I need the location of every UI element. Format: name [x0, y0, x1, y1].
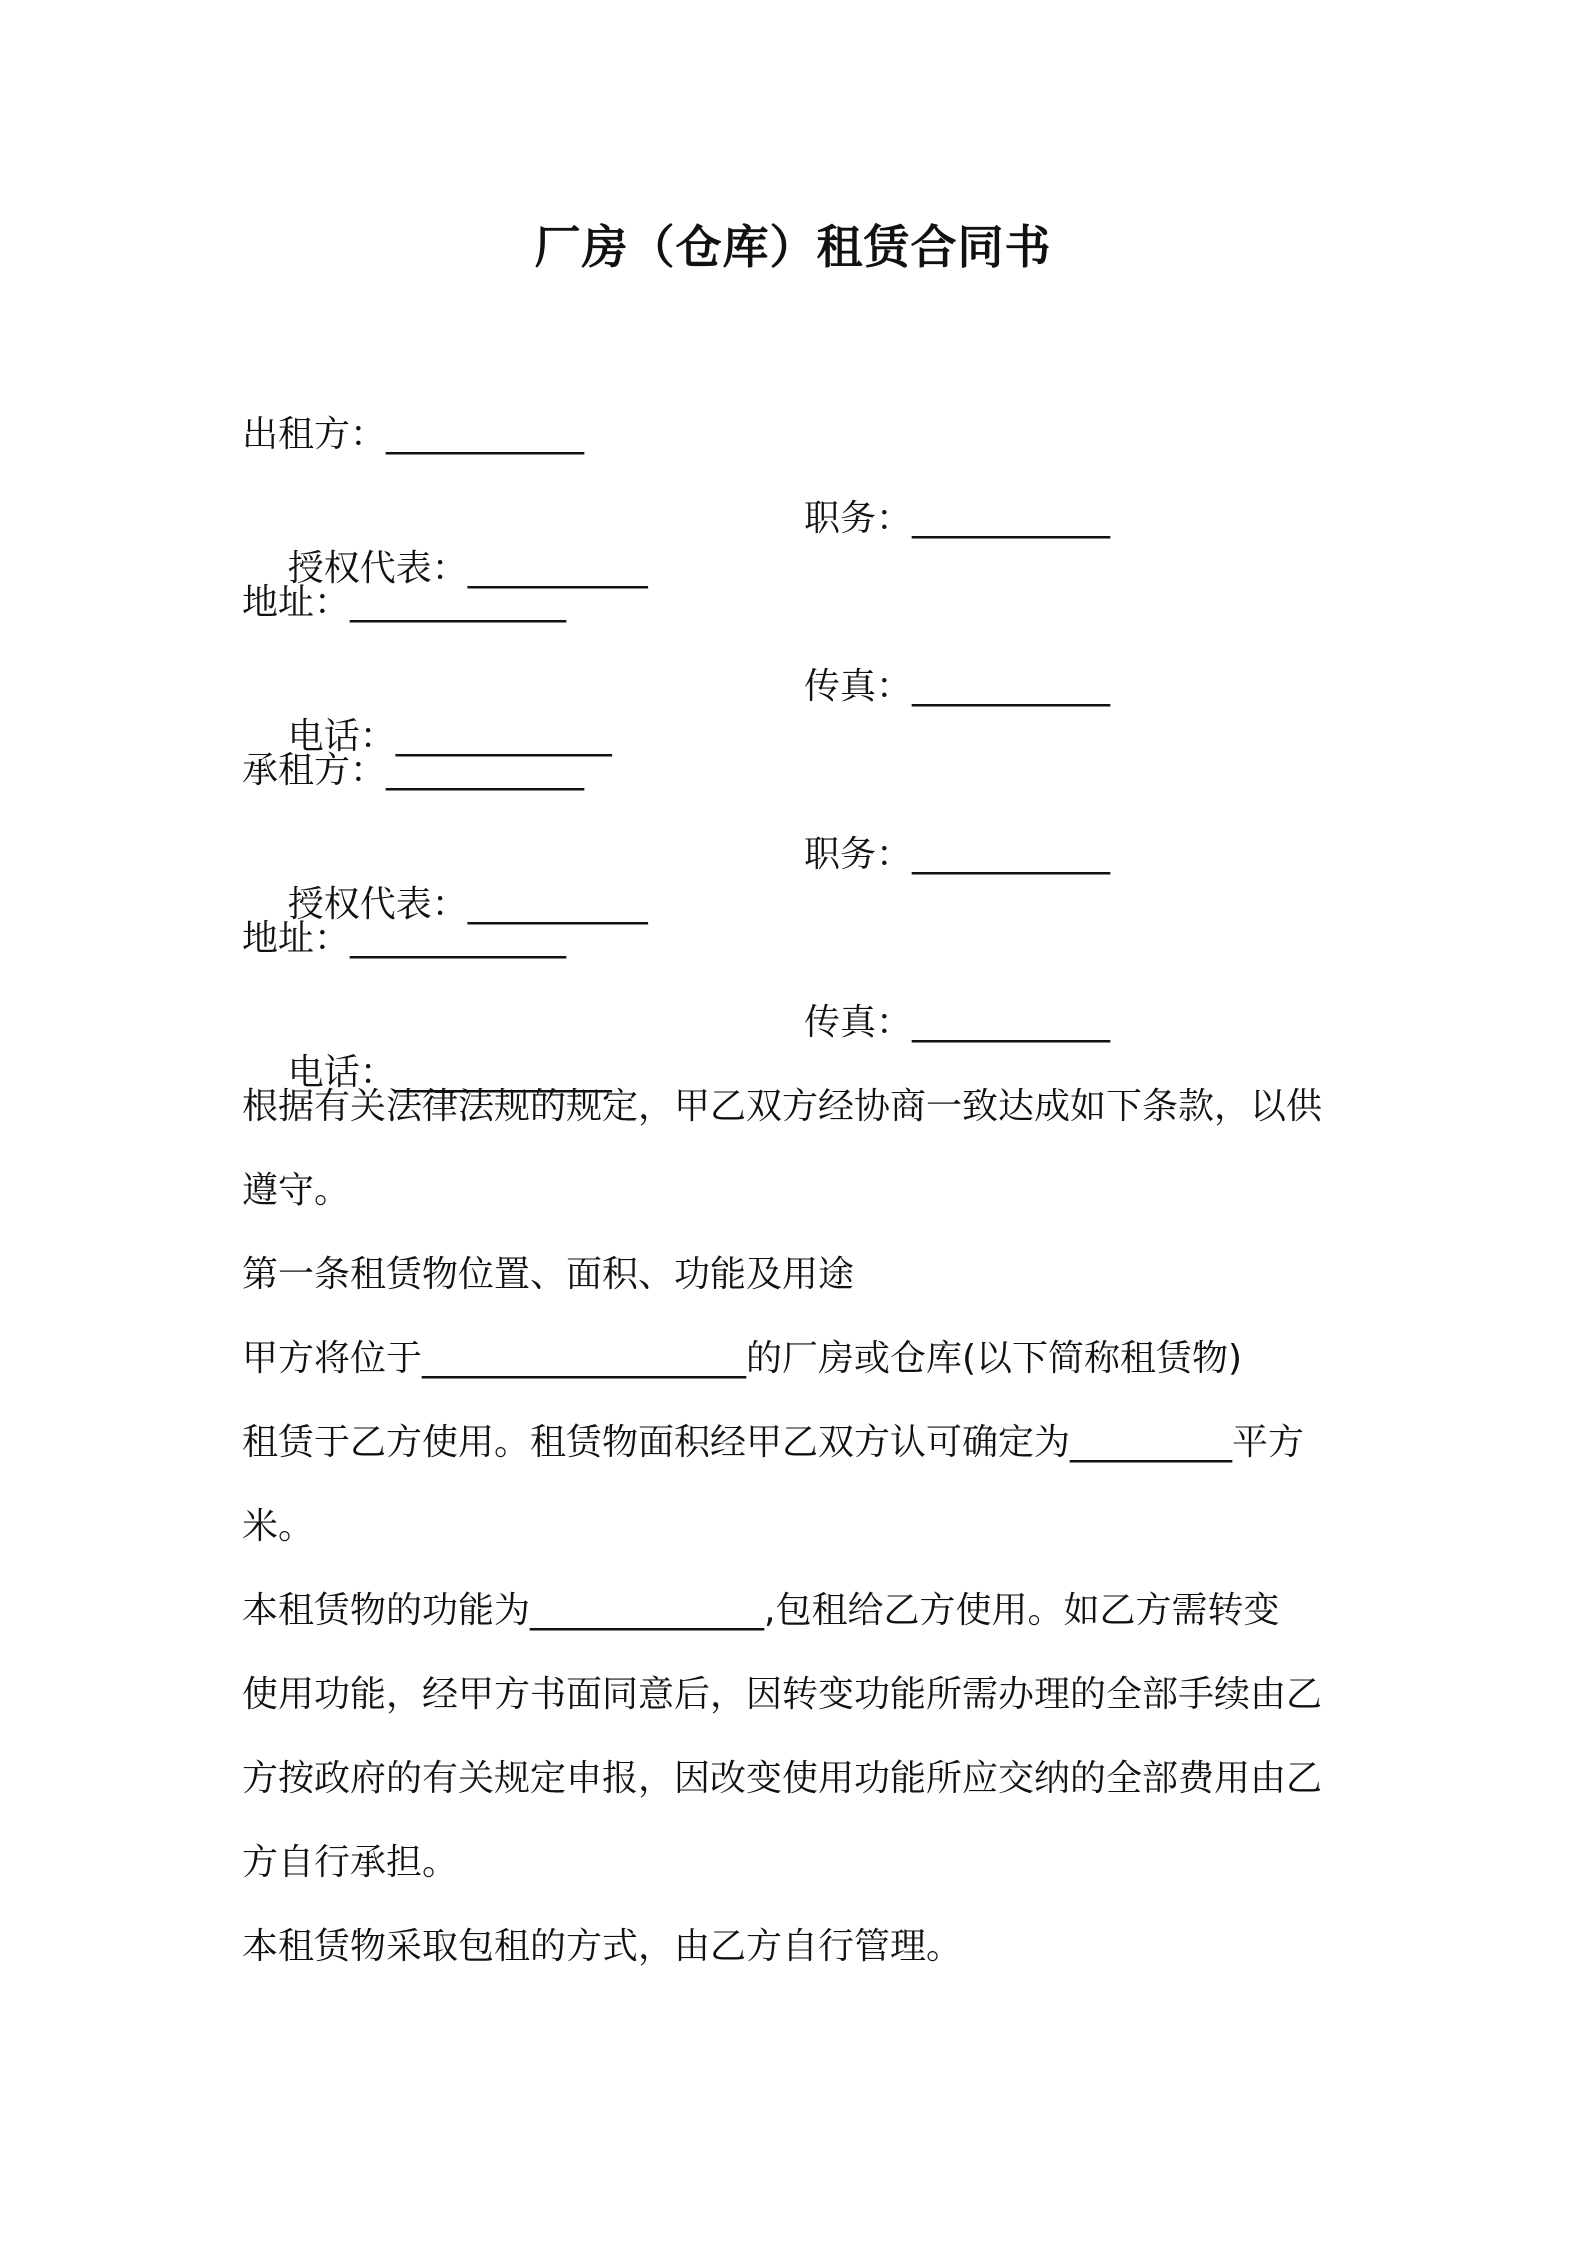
lessee-field: 承租方：___________	[242, 750, 585, 791]
body-line: 本租赁物采取包租的方式，由乙方自行管理。	[242, 1926, 963, 1967]
body-line: 使用功能，经甲方书面同意后，因转变功能所需办理的全部手续由乙	[242, 1674, 1323, 1715]
lessor-rep-field: 授权代表：__________	[287, 548, 648, 589]
lessor-fax-field: 传真：___________	[804, 666, 1111, 707]
body-line: 米。	[242, 1506, 315, 1547]
lessee-rep-field: 授权代表：__________	[287, 884, 648, 925]
body-line: 方自行承担。	[242, 1842, 459, 1883]
body-line: 方按政府的有关规定申报，因改变使用功能所应交纳的全部费用由乙	[242, 1758, 1323, 1799]
lessee-position-field: 职务：___________	[804, 834, 1111, 875]
body-line: 租赁于乙方使用。租赁物面积经甲乙双方认可确定为_________平方	[242, 1422, 1305, 1463]
body-line: 本租赁物的功能为_____________,包租给乙方使用。如乙方需转变	[242, 1590, 1280, 1631]
lessor-field: 出租方：___________	[242, 414, 585, 455]
body-line: 根据有关法律法规的规定，甲乙双方经协商一致达成如下条款，以供	[242, 1086, 1323, 1127]
lessee-address-field: 地址：____________	[242, 918, 567, 959]
body-line: 甲方将位于__________________的厂房或仓库(以下简称租赁物)	[242, 1338, 1243, 1379]
article-heading: 第一条租赁物位置、面积、功能及用途	[242, 1254, 855, 1295]
document-title: 厂房（仓库）租赁合同书	[534, 220, 1052, 274]
lessee-phone-field: 电话：____________	[287, 1052, 612, 1093]
body-line: 遵守。	[242, 1170, 351, 1211]
lessor-position-field: 职务：___________	[804, 498, 1111, 539]
lessor-address-field: 地址：____________	[242, 582, 567, 623]
lessor-phone-field: 电话：____________	[287, 716, 612, 757]
lessee-fax-field: 传真：___________	[804, 1002, 1111, 1043]
